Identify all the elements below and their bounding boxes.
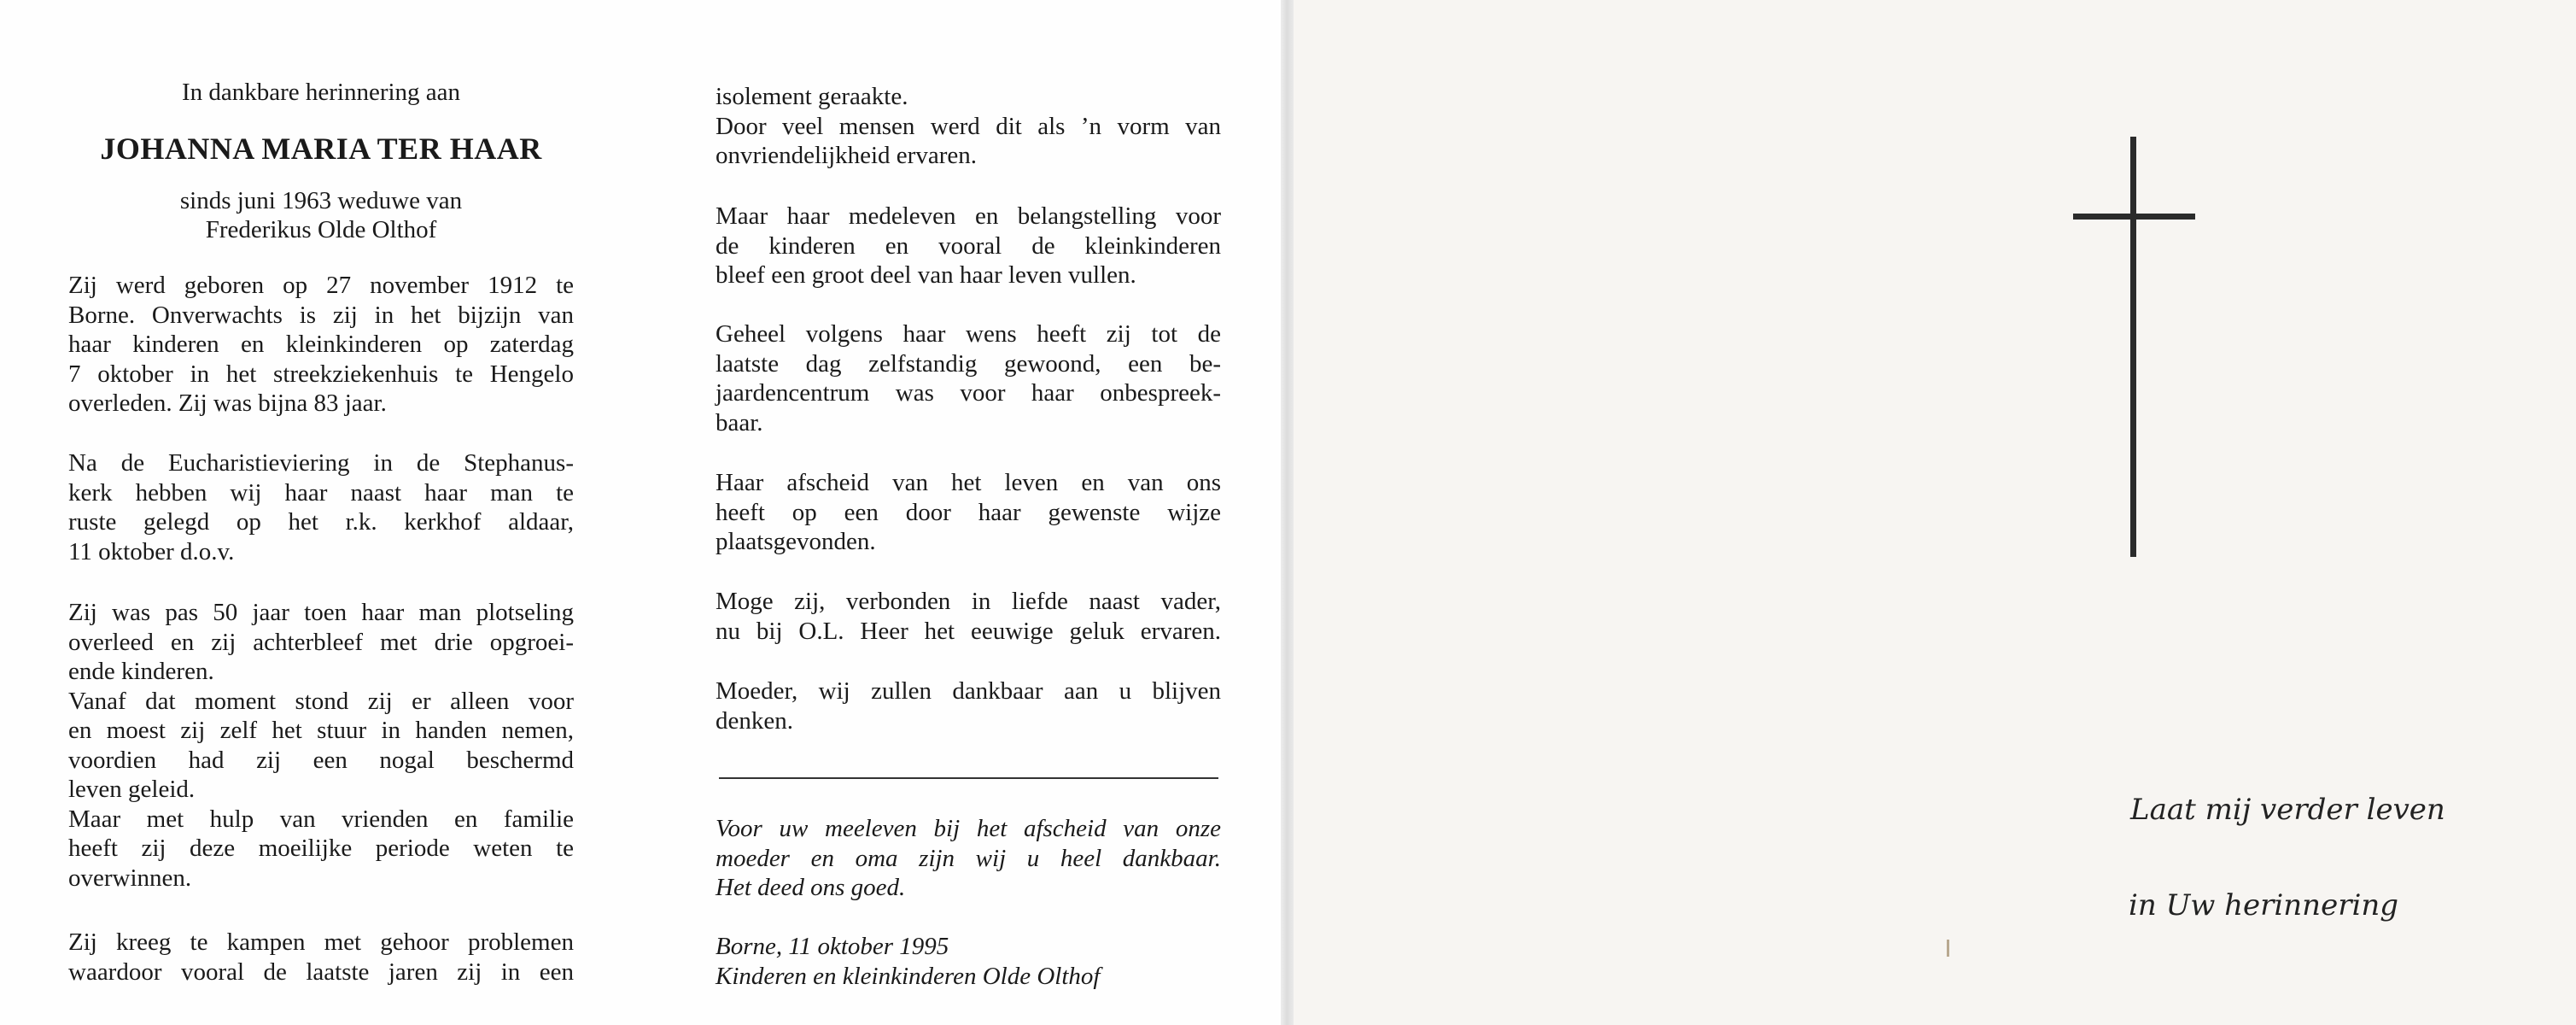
- text-line: moeder en oma zijn wij u heel dankbaar.: [716, 844, 1221, 872]
- cross-icon-arm: [2073, 214, 2195, 220]
- paragraph-farewell: [716, 468, 1221, 557]
- paragraph-burial: [68, 448, 574, 566]
- text-line: Moge zij, verbonden in liefde naast vader,: [716, 588, 1221, 615]
- text-line: voordien had zij een nogal beschermd: [68, 746, 574, 774]
- text-line: Moeder, wij zullen dankbaar aan u blijven: [716, 677, 1221, 705]
- text-line: Zij was pas 50 jaar toen haar man plotseling: [68, 599, 574, 626]
- text-line: heeft zij deze moeilijke periode weten te: [68, 835, 574, 862]
- paper-speck: [1947, 940, 1949, 957]
- signature-date: Borne, 11 oktober 1995: [716, 933, 949, 960]
- text-line: nu bij O.L. Heer het eeuwige geluk ervaren.: [716, 617, 1221, 645]
- text-line: onvriendelijkheid ervaren.: [716, 142, 977, 169]
- text-line: Maar haar medeleven en belangstelling voor: [716, 202, 1221, 230]
- text-line: jaardencentrum was voor haar onbespreek-: [716, 379, 1221, 407]
- paragraph-birth: [68, 271, 574, 419]
- text-line: en moest zij zelf het stuur in handen nemen,: [68, 717, 574, 744]
- text-line: heeft op een door haar gewenste wijze: [716, 498, 1221, 526]
- paragraph-isolation: [716, 82, 1221, 171]
- paragraph-hearing: [68, 928, 574, 987]
- card-fold: [1281, 0, 1294, 1025]
- text-line: ende kinderen.: [68, 658, 214, 685]
- text-line: laatste dag zelfstandig gewoond, een be-: [716, 349, 1221, 378]
- widow-line: sinds juni 1963 weduwe van: [179, 187, 463, 214]
- text-line: ruste gelegd op het r.k. kerkhof aldaar,: [68, 508, 574, 536]
- text-line: waardoor vooral de laatste jaren zij in een: [68, 958, 574, 986]
- verse-line: Laat mij verder leven: [2130, 793, 2445, 827]
- text-line: Zij kreeg te kampen met gehoor problemen: [68, 928, 574, 956]
- text-line: denken.: [716, 706, 793, 735]
- signature-family: Kinderen en kleinkinderen Olde Olthof: [716, 962, 1101, 990]
- text-line: Zij werd geboren op 27 november 1912 te: [68, 272, 574, 299]
- text-line: Voor uw meeleven bij het afscheid van onze: [716, 815, 1221, 842]
- paragraph-life: [68, 598, 574, 893]
- text-line: Het deed ons goed.: [716, 874, 906, 901]
- deceased-name: JOHANNA MARIA TER HAAR: [100, 132, 542, 166]
- signature-block: [716, 932, 1221, 991]
- text-line: plaatsgevonden.: [716, 528, 876, 555]
- text-line: overleed en zij achterbleef met drie opgroei-: [68, 628, 574, 656]
- text-line: leven geleid.: [68, 776, 196, 803]
- text-line: Door veel mensen werd dit als ’n vorm van: [716, 112, 1221, 140]
- cross-icon: [2130, 137, 2136, 557]
- card-front-page: [1294, 0, 2576, 1025]
- text-line: haar kinderen en kleinkinderen op zaterdag: [68, 331, 574, 358]
- divider-rule: [719, 777, 1218, 779]
- paragraph-grandchildren: [716, 202, 1221, 290]
- text-line: Haar afscheid van het leven en van ons: [716, 469, 1221, 496]
- text-line: Na de Eucharistieviering in de Stephanus-: [68, 449, 574, 477]
- text-line: overwinnen.: [68, 864, 192, 892]
- text-line: Maar met hulp van vrienden en familie: [68, 805, 574, 833]
- text-line: Borne. Onverwachts is zij in het bijzijn van: [68, 301, 574, 329]
- text-line: bleef een groot deel van haar leven vullen.: [716, 261, 1136, 289]
- text-line: Geheel volgens haar wens heeft zij tot de: [716, 320, 1221, 348]
- text-line: Vanaf dat moment stond zij er alleen voor: [68, 687, 574, 715]
- text-line: overleden. Zij was bijna 83 jaar.: [68, 390, 387, 417]
- paragraph-remember: [716, 676, 1221, 735]
- thanks-note: [716, 814, 1221, 903]
- text-line: isolement geraakte.: [716, 83, 908, 110]
- text-line: baar.: [716, 408, 763, 436]
- paragraph-independence: [716, 319, 1221, 437]
- intro-line: In dankbare herinnering aan: [181, 79, 461, 106]
- paragraph-prayer: [716, 587, 1221, 646]
- verse-line: in Uw herinnering: [2129, 888, 2398, 922]
- text-line: de kinderen en vooral de kleinkinderen: [716, 231, 1221, 260]
- text-line: 11 oktober d.o.v.: [68, 537, 235, 565]
- text-line: kerk hebben wij haar naast haar man te: [68, 478, 574, 507]
- text-line: 7 oktober in het streekziekenhuis te Hengelo: [68, 360, 574, 388]
- widow-line: Frederikus Olde Olthof: [205, 216, 437, 243]
